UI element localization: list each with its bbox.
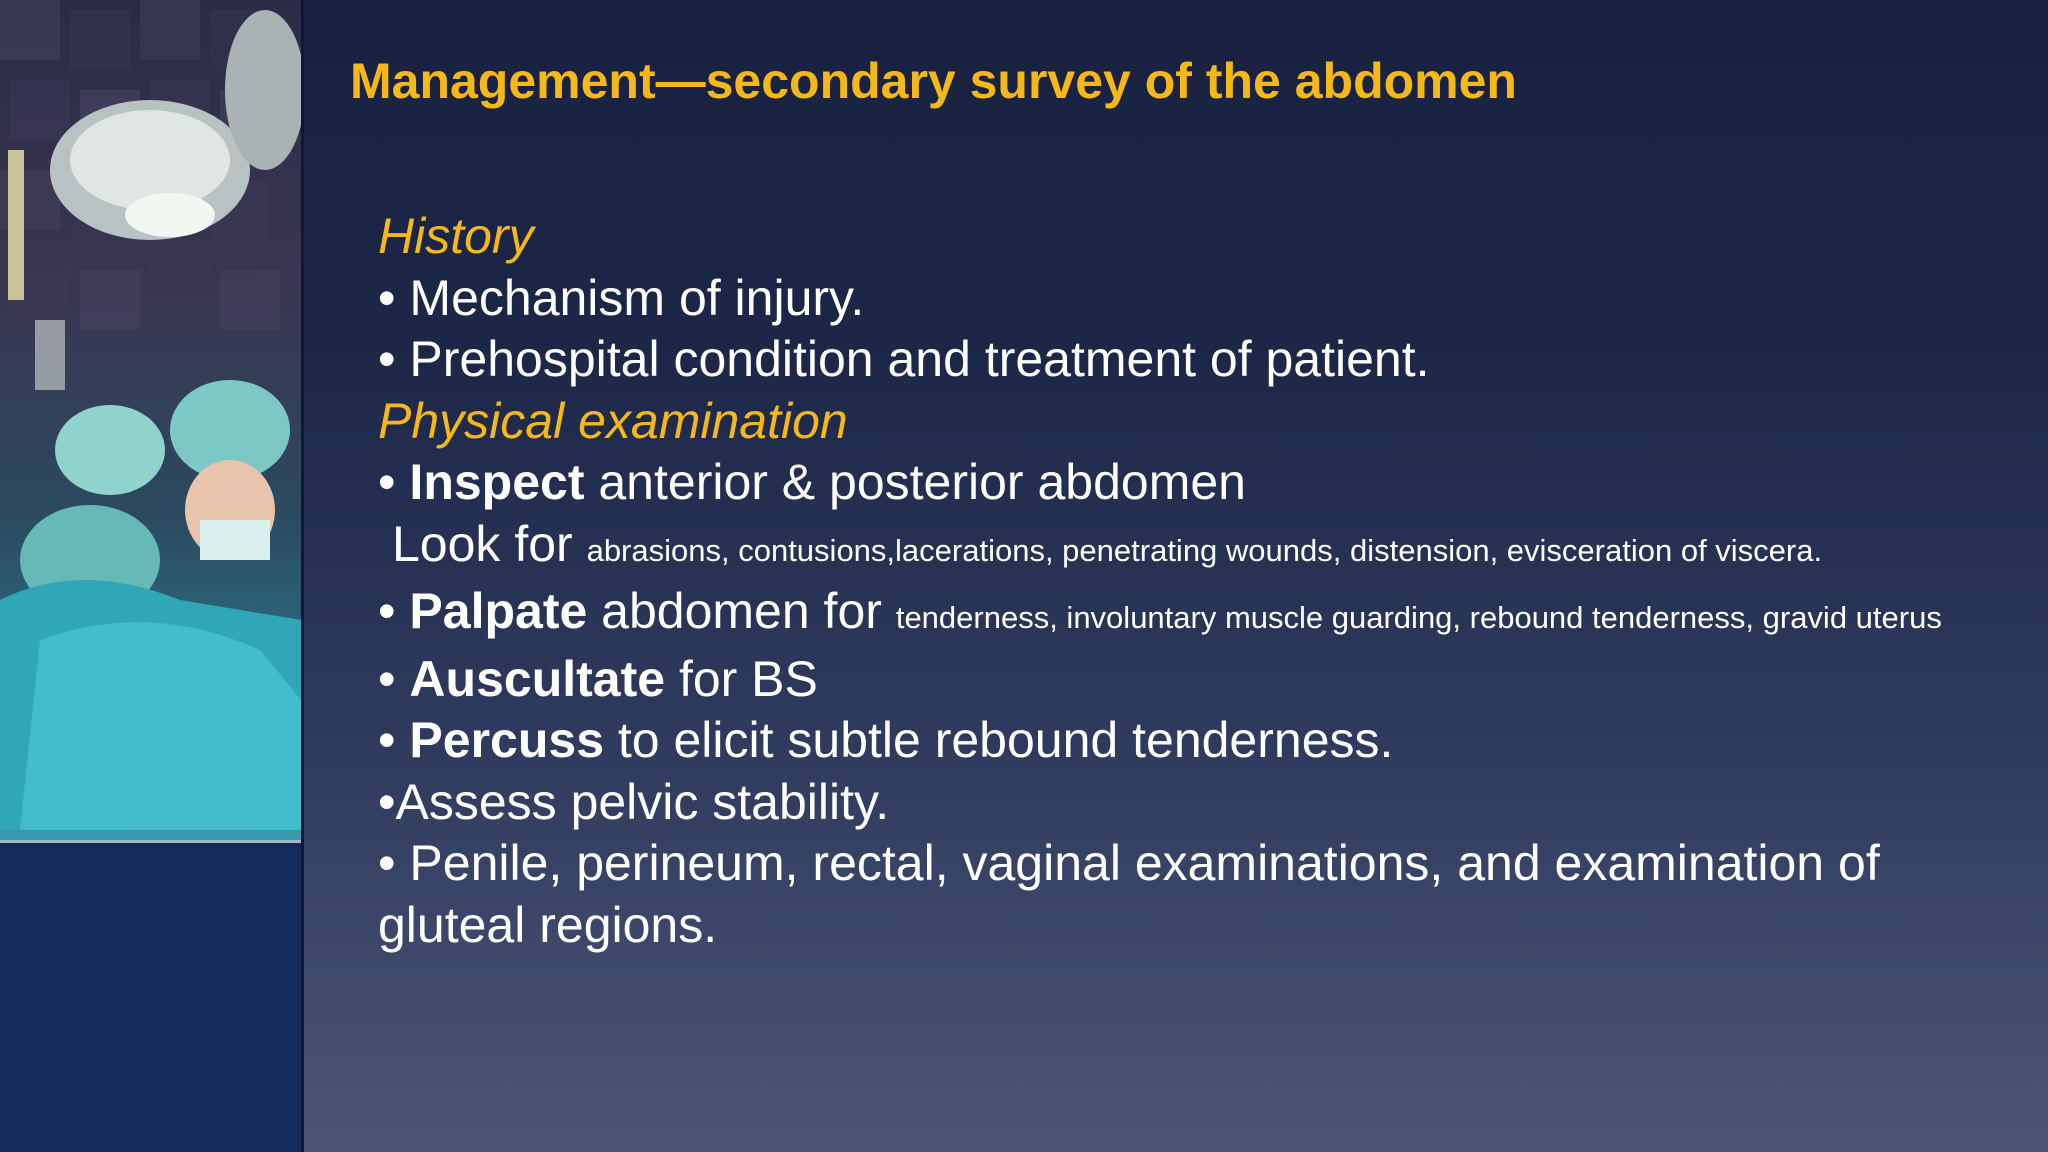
history-item-mechanism bbox=[378, 268, 2018, 330]
history-heading: History bbox=[378, 208, 534, 264]
inspect-text: anterior & posterior abdomen bbox=[584, 454, 1246, 510]
penile-item bbox=[378, 833, 2018, 895]
bullet: • bbox=[378, 712, 396, 768]
auscultate-text: for BS bbox=[665, 650, 818, 707]
bullet: • bbox=[378, 773, 396, 830]
history-item-text: Mechanism of injury. bbox=[409, 269, 865, 326]
inspect-term: Inspect bbox=[409, 454, 585, 510]
bullet: • bbox=[378, 583, 396, 639]
look-for-detail: abrasions, contusions,lacerations, penetrating wounds, distension, evisceration of viscera. bbox=[586, 532, 1823, 568]
look-for-item bbox=[378, 514, 2018, 582]
bullet: • bbox=[378, 331, 396, 387]
slide-title: Management—secondary survey of the abdomen bbox=[350, 53, 1517, 109]
operating-room-photo-icon bbox=[0, 0, 301, 1152]
look-for-lead: Look for bbox=[392, 515, 573, 572]
auscultate-item bbox=[378, 649, 2018, 711]
percuss-text: to elicit subtle rebound tenderness. bbox=[604, 712, 1394, 768]
percuss-term: Percuss bbox=[409, 712, 605, 768]
physical-exam-heading: Physical examination bbox=[378, 392, 848, 449]
history-item-prehospital bbox=[378, 329, 2018, 391]
penile-text-line1: Penile, perineum, rectal, vaginal examinations, and examination of bbox=[409, 835, 1880, 891]
pelvic-text: Assess pelvic stability. bbox=[395, 773, 890, 830]
bullet: • bbox=[378, 650, 396, 707]
penile-item-continued: gluteal regions. bbox=[378, 896, 718, 953]
palpate-item bbox=[378, 581, 2018, 649]
bullet: • bbox=[378, 454, 396, 510]
palpate-term: Palpate bbox=[409, 583, 588, 639]
inspect-item bbox=[378, 452, 2018, 514]
palpate-text: abdomen for bbox=[587, 583, 882, 639]
pelvic-item bbox=[378, 772, 2018, 834]
auscultate-term: Auscultate bbox=[409, 650, 666, 707]
bullet: • bbox=[378, 269, 396, 326]
operating-room-photo bbox=[0, 0, 301, 1152]
palpate-detail: tenderness, involuntary muscle guarding, rebound tenderness, gravid uterus bbox=[895, 600, 1942, 635]
slide-body bbox=[378, 206, 2018, 956]
bullet: • bbox=[378, 835, 396, 891]
history-item-text: Prehospital condition and treatment of patient. bbox=[409, 331, 1430, 387]
percuss-item bbox=[378, 710, 2018, 772]
